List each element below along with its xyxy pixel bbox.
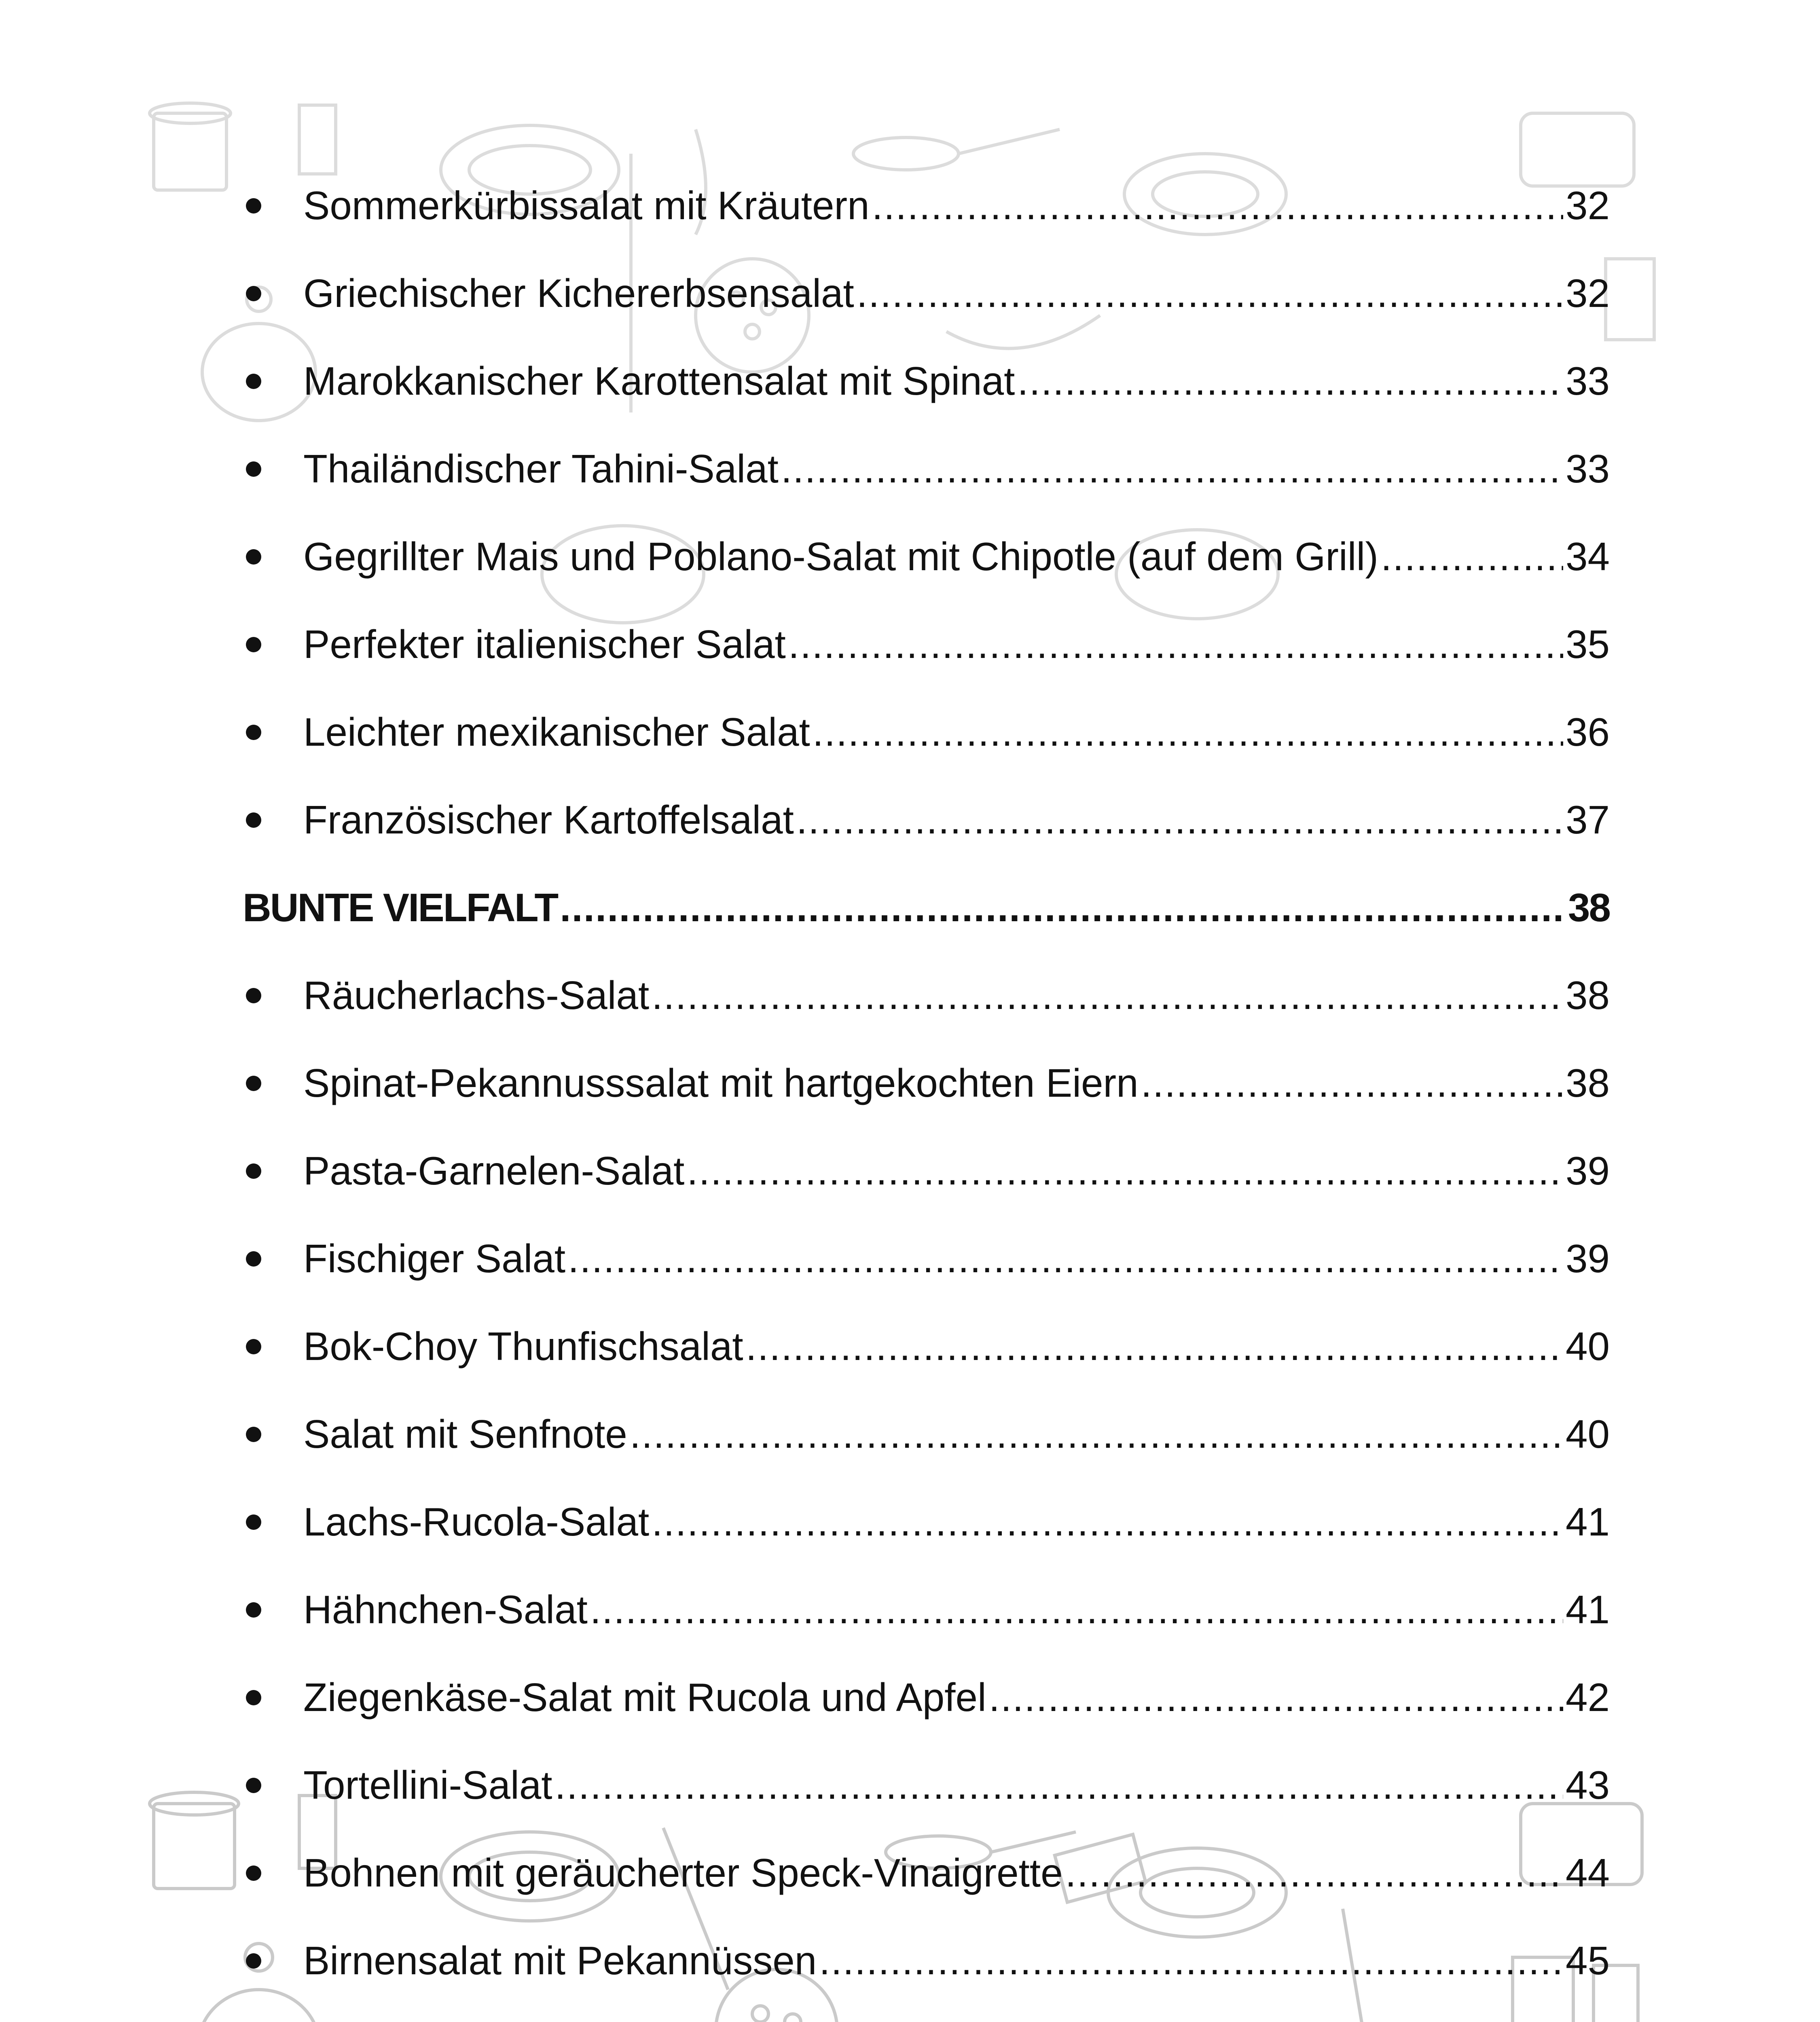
bullet-icon <box>246 1076 261 1091</box>
section-title: BUNTE VIELFALT <box>243 885 558 930</box>
bullet-icon <box>246 1953 261 1969</box>
toc-entry-title: Marokkanischer Karottensalat mit Spinat <box>303 359 1015 403</box>
dot-leader <box>1065 1829 1563 1917</box>
bullet-icon <box>246 725 261 740</box>
toc-entry[interactable] <box>243 1215 1610 1303</box>
dot-leader <box>740 2005 1563 2022</box>
toc-entry-title: Räucherlachs-Salat <box>303 973 650 1017</box>
toc-entry[interactable] <box>243 688 1610 776</box>
bullet-icon <box>246 988 261 1003</box>
toc-entry-title: Tortellini-Salat <box>303 1763 552 1807</box>
toc-entry-page: 32 <box>1565 271 1610 315</box>
bullet-icon <box>246 286 261 301</box>
toc-entry-title: Salat mit Senfnote <box>303 1412 627 1456</box>
toc-entry[interactable] <box>243 952 1610 1039</box>
section-page: 38 <box>1568 885 1610 930</box>
toc-entry-title: Bohnen mit geräucherter Speck-Vinaigrette <box>303 1851 1063 1895</box>
toc-entry-page: 36 <box>1565 710 1610 754</box>
bullet-icon <box>246 812 261 828</box>
dot-leader <box>652 952 1563 1039</box>
dot-leader <box>872 162 1563 250</box>
bullet-icon <box>246 374 261 389</box>
toc-entry-title: Birnensalat mit Pekannüssen <box>303 1938 817 1983</box>
toc-entry-page: 41 <box>1565 1587 1610 1632</box>
toc-entry[interactable] <box>243 425 1610 513</box>
bullet-icon <box>246 1865 261 1881</box>
dot-leader <box>819 1917 1563 2005</box>
toc-entry-page: 40 <box>1565 1324 1610 1368</box>
toc-entry[interactable] <box>243 513 1610 601</box>
dot-leader <box>796 776 1563 864</box>
toc-entry-title: Französischer Kartoffelsalat <box>303 797 794 842</box>
toc-entry-page: 33 <box>1565 359 1610 403</box>
dot-leader <box>1141 1039 1563 1127</box>
toc-entry-page <box>1566 2005 1610 2022</box>
toc-entry-page: 33 <box>1565 446 1610 491</box>
toc-entry-title: Pasta-Garnelen-Salat <box>303 1148 685 1193</box>
toc-entry-title: Thailändischer Tahini-Salat <box>303 446 779 491</box>
toc-entry[interactable] <box>243 1654 1610 1741</box>
bullet-icon <box>246 1251 261 1267</box>
dot-leader <box>857 250 1563 337</box>
toc-entry[interactable] <box>243 1039 1610 1127</box>
table-of-contents <box>243 162 1610 2022</box>
toc-entry[interactable] <box>243 1127 1610 1215</box>
dot-leader <box>989 1654 1563 1741</box>
toc-entry-title: Ziegenkäse-Salat mit Rucola und Apfel <box>303 1675 986 1720</box>
toc-entry-page: 42 <box>1565 1675 1610 1720</box>
toc-entry[interactable] <box>243 337 1610 425</box>
toc-entry-page: 34 <box>1565 534 1610 579</box>
toc-entry-title: Spinat-Pekannusssalat mit hartgekochten Eiern <box>303 1061 1139 1105</box>
bullet-icon <box>246 1602 261 1618</box>
bullet-icon <box>246 1778 261 1793</box>
toc-entry-page: 39 <box>1565 1148 1610 1193</box>
toc-entry-title: Perfekter italienischer Salat <box>303 622 786 666</box>
toc-entry-page: 45 <box>1565 1938 1610 1983</box>
bullet-icon <box>246 1690 261 1705</box>
toc-entry-page: 41 <box>1565 1500 1610 1544</box>
toc-entry[interactable] <box>243 1303 1610 1390</box>
bullet-icon <box>246 198 261 214</box>
toc-entry-title: Leichter mexikanischer Salat <box>303 710 810 754</box>
bullet-icon <box>246 1427 261 1442</box>
bullet-icon <box>246 1514 261 1530</box>
toc-entry-title <box>303 2005 737 2022</box>
toc-entry[interactable] <box>243 1390 1610 1478</box>
dot-leader <box>781 425 1563 513</box>
toc-entry-page: 35 <box>1565 622 1610 666</box>
toc-entry-title: Bok-Choy Thunfischsalat <box>303 1324 743 1368</box>
dot-leader <box>746 1303 1563 1390</box>
toc-entry-page: 32 <box>1565 183 1610 228</box>
toc-entry-title: Fischiger Salat <box>303 1236 566 1281</box>
bullet-icon <box>246 461 261 477</box>
bullet-icon <box>246 1339 261 1354</box>
toc-entry-page: 40 <box>1565 1412 1610 1456</box>
bullet-icon <box>246 549 261 565</box>
toc-entry-page: 38 <box>1565 973 1610 1017</box>
dot-leader <box>568 1215 1563 1303</box>
dot-leader <box>813 688 1563 776</box>
dot-leader <box>1381 513 1563 601</box>
toc-entry-page: 38 <box>1565 1061 1610 1105</box>
dot-leader <box>652 1478 1563 1566</box>
toc-entry-page: 43 <box>1565 1763 1610 1807</box>
toc-entry[interactable] <box>243 776 1610 864</box>
dot-leader <box>560 864 1566 952</box>
bullet-icon <box>246 637 261 652</box>
dot-leader <box>687 1127 1563 1215</box>
toc-section-heading[interactable] <box>243 864 1610 952</box>
toc-entry[interactable] <box>243 1478 1610 1566</box>
toc-entry[interactable] <box>243 162 1610 250</box>
dot-leader <box>788 601 1563 688</box>
toc-entry[interactable] <box>243 601 1610 688</box>
toc-entry[interactable] <box>243 1566 1610 1654</box>
toc-entry[interactable] <box>243 1917 1610 2005</box>
dot-leader <box>630 1390 1563 1478</box>
toc-entry-title: Hähnchen-Salat <box>303 1587 588 1632</box>
toc-entry-title: Griechischer Kichererbsensalat <box>303 271 854 315</box>
toc-entry-page: 39 <box>1565 1236 1610 1281</box>
toc-entry-title: Gegrillter Mais und Poblano-Salat mit Chipotle (auf dem Grill) <box>303 534 1378 579</box>
toc-entry-title: Sommerkürbissalat mit Kräutern <box>303 183 870 228</box>
toc-entry[interactable] <box>243 1829 1610 1917</box>
toc-entry-page: 37 <box>1565 797 1610 842</box>
toc-entry[interactable] <box>243 1741 1610 1829</box>
dot-leader <box>554 1741 1563 1829</box>
dot-leader <box>590 1566 1563 1654</box>
toc-entry-title: Lachs-Rucola-Salat <box>303 1500 650 1544</box>
toc-entry[interactable] <box>243 250 1610 337</box>
toc-entry[interactable] <box>243 2005 1610 2022</box>
dot-leader <box>1017 337 1563 425</box>
bullet-icon <box>246 1163 261 1179</box>
toc-entry-page: 44 <box>1565 1851 1610 1895</box>
